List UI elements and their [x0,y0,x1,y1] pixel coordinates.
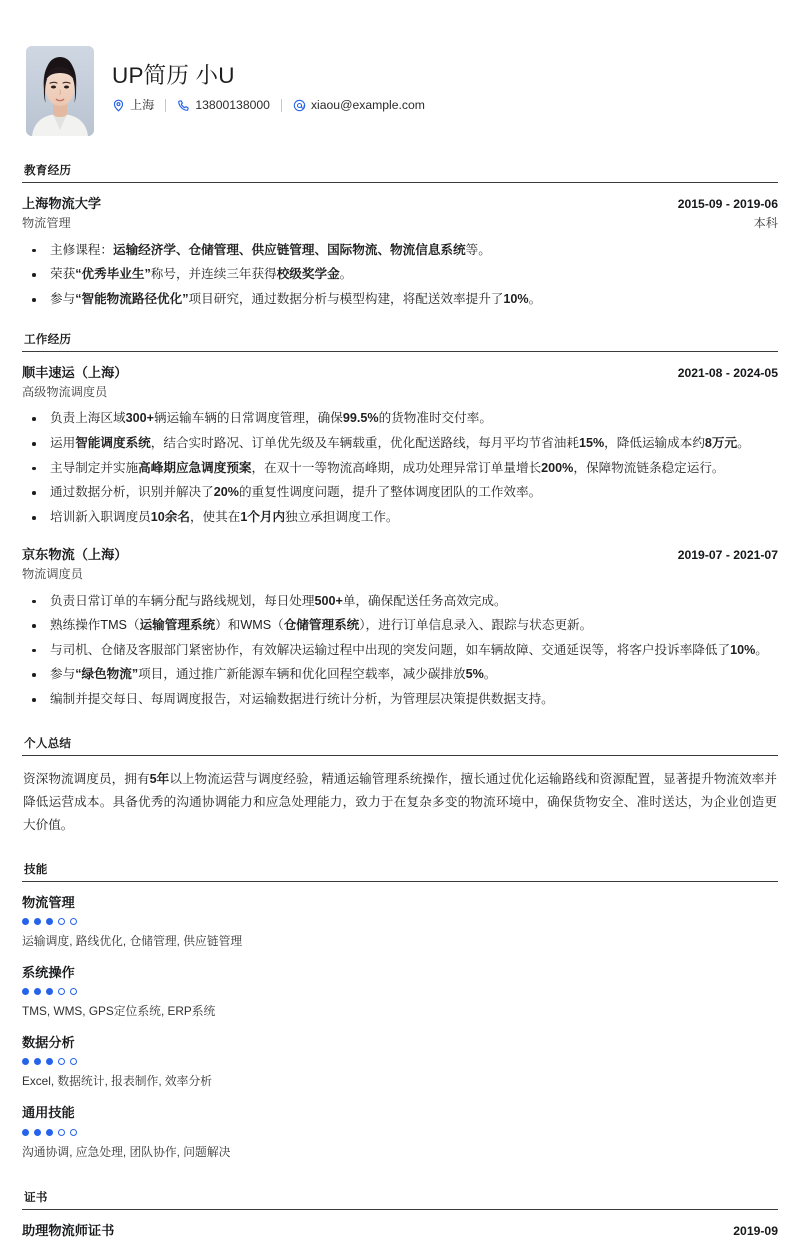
work-date: 2019-07 - 2021-07 [677,547,778,562]
work-entry [22,545,778,711]
spacer [22,1173,778,1189]
list-item: 参与“绿色物流”项目，通过推广新能源车辆和优化回程空载率，减少碳排放5%。 [22,664,778,686]
page-title: UP简历 小U [112,63,235,88]
section-summary [22,735,778,837]
list-item: 培训新入职调度员10余名，使其在1个月内独立承担调度工作。 [22,507,778,529]
spacer [22,841,778,861]
location-pin-icon [112,99,125,112]
list-item: 主导制定并实施高峰期应急调度预案，在双十一等物流高峰期，成功处理异常订单量增长200%，保障物流链条稳定运行。 [22,458,778,480]
skill-keywords: Excel, 数据统计, 报表制作, 效率分析 [22,1074,213,1089]
section-heading-education: 教育经历 [22,162,778,183]
avatar [26,46,94,136]
list-item: 与司机、仓储及客服部门紧密协作，有效解决运输过程中出现的突发问题，如车辆故障、交通延误等，将客户投诉率降低了10%。 [22,640,778,662]
section-skills [22,861,778,1161]
certificate-entry-header [22,1221,778,1241]
list-item: 荣获“优秀毕业生”称号，并连续三年获得校级奖学金。 [22,264,778,286]
education-bullets [22,240,778,311]
major: 物流管理 [22,216,71,231]
company-name: 京东物流（上海） [22,546,128,562]
skill-dot-filled [34,1058,41,1065]
work-entry-subheader [22,565,778,583]
list-item: 参与“智能物流路径优化”项目研究，通过数据分析与模型构建，将配送效率提升了10%。 [22,289,778,311]
work-entry-header [22,363,778,383]
section-heading-skills: 技能 [22,861,778,882]
skill-dot-filled [34,988,41,995]
skill-title: 系统操作 [22,964,75,980]
section-heading-summary: 个人总结 [22,735,778,756]
skill-title: 通用技能 [22,1104,75,1120]
list-item: 运用智能调度系统，结合实时路况、订单优先级及车辆载重，优化配送路线，每月平均节省油耗15%，降低运输成本约8万元。 [22,433,778,455]
certificate-entry [22,1221,778,1241]
section-education [22,162,778,311]
email-at-icon [293,99,306,112]
work-entry [22,363,778,529]
skill-dot-filled [34,918,41,925]
work-entry-header [22,545,778,565]
contact-phone [177,99,270,112]
contact-email-label: xiaou@example.com [310,97,425,112]
summary-text: 资深物流调度员，拥有5年以上物流运营与调度经验，精通运输管理系统操作，擅长通过优化运输路线和资源配置，显著提升物流效率并降低运营成本。具备优秀的沟通协调能力和应急处理能力，致力于在复杂多变的物流环境中，确保货物安全、准时送达，为企业创造更大价值。 [23,771,777,832]
skill-dot-filled [22,918,29,925]
company-name: 顺丰速运（上海） [22,364,128,380]
list-item: 通过数据分析，识别并解决了20%的重复性调度问题，提升了整体调度团队的工作效率。 [22,482,778,504]
skill-keywords: 运输调度, 路线优化, 仓储管理, 供应链管理 [22,934,243,949]
education-entry [22,194,778,311]
list-item: 主修课程：运输经济学、仓储管理、供应链管理、国际物流、物流信息系统等。 [22,240,778,262]
skill-title: 数据分析 [22,1034,75,1050]
skill-keywords: 沟通协调, 应急处理, 团队协作, 问题解决 [22,1144,231,1159]
school-name: 上海物流大学 [22,196,102,211]
work-entry-subheader [22,383,778,401]
certificate-date: 2019-09 [733,1223,778,1238]
job-title: 高级物流调度员 [22,385,108,400]
skill-dot-empty [70,918,77,925]
skill-dot-empty [58,918,65,925]
skill-level-dots [22,1057,778,1066]
work-bullets [22,591,778,711]
skill-block [22,1103,778,1161]
contact-email [293,99,425,112]
skill-title: 物流管理 [22,894,75,910]
skill-dot-filled [22,1058,29,1065]
education-date: 2015-09 - 2019-06 [677,197,778,211]
skill-dot-filled [46,918,53,925]
degree: 本科 [753,216,778,231]
resume-header [22,46,778,136]
contact-location-label: 上海 [130,97,155,112]
list-item: 负责上海区域300+辆运输车辆的日常调度管理，确保99.5%的货物准时交付率。 [22,408,778,430]
section-work [22,331,778,711]
skill-block [22,1033,778,1091]
list-item: 编制并提交每日、每周调度报告，对运输数据进行统计分析，为管理层决策提供数据支持。 [22,689,778,711]
list-item: 熟练操作TMS（运输管理系统）和WMS（仓储管理系统），进行订单信息录入、跟踪与状态更新。 [22,615,778,637]
contact-phone-label: 13800138000 [195,97,270,112]
phone-icon [177,99,190,112]
job-title: 物流调度员 [22,567,83,582]
skill-dot-empty [70,1058,77,1065]
skill-dot-filled [22,988,29,995]
skill-dot-filled [46,1058,53,1065]
spacer [22,315,778,331]
skill-level-dots [22,987,778,996]
work-date: 2021-08 - 2024-05 [677,365,778,380]
section-heading-work: 工作经历 [22,331,778,352]
section-heading-certificates: 证书 [22,1189,778,1210]
section-certificates [22,1189,778,1241]
skill-level-dots [22,1128,778,1137]
contact-divider [165,99,166,112]
skill-dot-empty [58,988,65,995]
skill-dot-empty [58,1058,65,1065]
contact-location [112,99,154,112]
skill-keywords: TMS, WMS, GPS定位系统, ERP系统 [22,1004,216,1019]
contact-divider [281,99,282,112]
list-item: 负责日常订单的车辆分配与路线规划，每日处理500+单，确保配送任务高效完成。 [22,591,778,613]
education-entry-subheader [22,214,778,232]
spacer [22,715,778,735]
certificate-name: 助理物流师证书 [22,1222,115,1238]
contact-list [112,99,778,112]
skill-block [22,893,778,951]
work-bullets [22,408,778,528]
header-main [112,46,778,112]
education-entry-header [22,194,778,214]
skill-dot-empty [70,988,77,995]
skill-block [22,963,778,1021]
skill-level-dots [22,917,778,926]
skill-dot-filled [46,988,53,995]
